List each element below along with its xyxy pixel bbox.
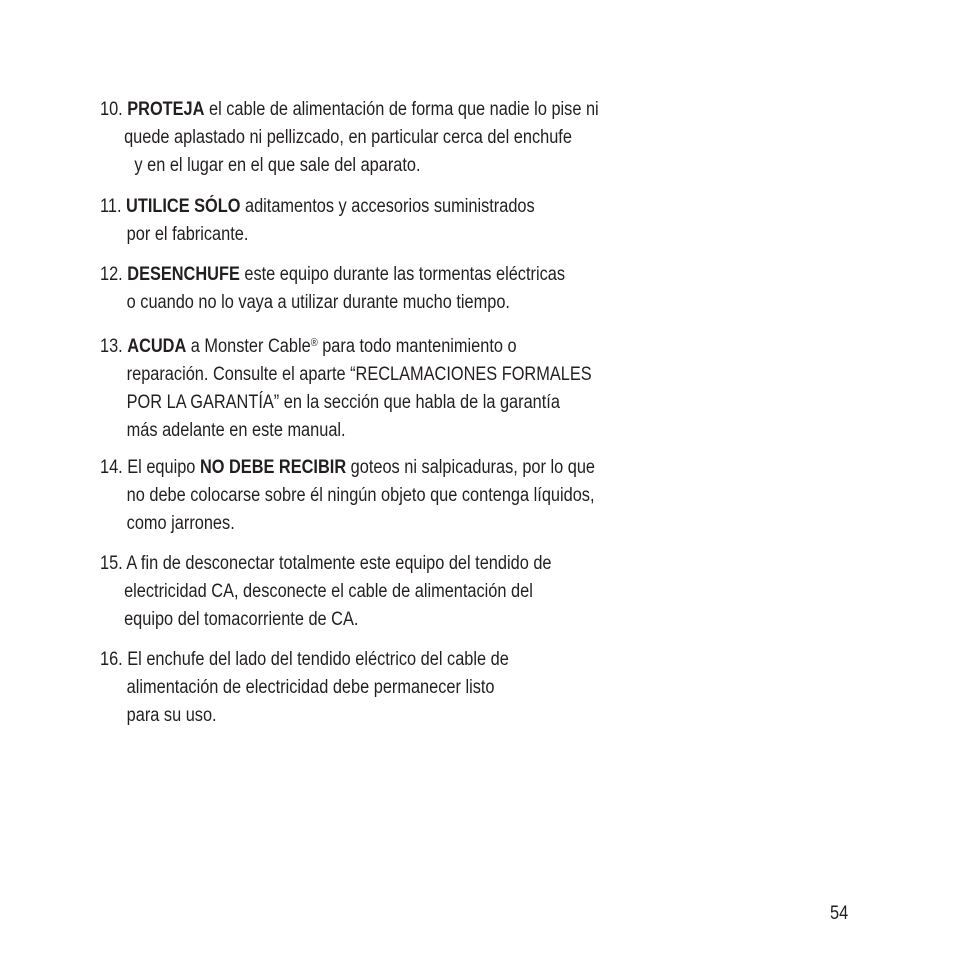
item-line <box>100 329 592 361</box>
list-item-14 <box>100 454 595 538</box>
item-line: alimentación de electricidad debe permanecer listo <box>126 677 495 698</box>
list-item-11 <box>100 193 535 249</box>
item-lead-text: DESENCHUFE <box>127 264 240 285</box>
item-text: el cable de alimentación de forma que nadie lo pise ni <box>204 99 599 120</box>
item-text: El equipo <box>122 457 200 478</box>
item-line: electricidad CA, desconecte el cable de alimentación del <box>124 581 533 602</box>
item-text: este equipo durante las tormentas eléctricas <box>239 264 566 285</box>
item-line: para su uso. <box>126 705 217 726</box>
item-number: 10. <box>100 99 123 120</box>
page-number: 54 <box>830 903 849 924</box>
item-line <box>100 96 599 124</box>
list-item-15 <box>100 550 552 634</box>
item-line: reparación. Consulte el aparte “RECLAMACIONES FORMALES <box>126 364 592 385</box>
item-text: para todo mantenimiento o <box>317 336 517 357</box>
item-line <box>100 193 535 221</box>
list-item-12 <box>100 261 565 317</box>
item-text: El enchufe del lado del tendido eléctrico del cable de <box>122 649 509 670</box>
item-text: aditamentos y accesorios suministrados <box>240 196 535 217</box>
item-line <box>100 646 509 674</box>
item-line: o cuando no lo vaya a utilizar durante mucho tiempo. <box>126 292 510 313</box>
item-line <box>100 261 565 289</box>
item-line: más adelante en este manual. <box>126 420 346 441</box>
item-line: POR LA GARANTÍA” en la sección que habla de la garantía <box>126 392 560 413</box>
item-line: no debe colocarse sobre él ningún objeto que contenga líquidos, <box>126 485 595 506</box>
item-number: 13. <box>100 336 123 357</box>
item-line <box>100 454 595 482</box>
item-lead-text: PROTEJA <box>127 99 205 120</box>
item-number: 14. <box>100 457 123 478</box>
item-text: goteos ni salpicaduras, por lo que <box>346 457 596 478</box>
list-item-16 <box>100 646 509 730</box>
item-line <box>100 550 552 578</box>
item-number: 11. <box>100 196 122 217</box>
list-item-10 <box>100 96 599 180</box>
item-number: 16. <box>100 649 123 670</box>
item-text: a Monster Cable <box>186 336 311 357</box>
item-lead-text: UTILICE SÓLO <box>126 196 241 217</box>
item-lead-text: NO DEBE RECIBIR <box>199 457 347 478</box>
item-line: equipo del tomacorriente de CA. <box>124 609 359 630</box>
item-line: por el fabricante. <box>126 224 249 245</box>
registered-mark: ® <box>310 337 318 349</box>
item-text: A fin de desconectar totalmente este equipo del tendido de <box>122 553 552 574</box>
item-line: y en el lugar en el que sale del aparato. <box>134 155 421 176</box>
item-line: como jarrones. <box>126 513 235 534</box>
item-line: quede aplastado ni pellizcado, en particular cerca del enchufe <box>124 127 572 148</box>
list-item-13 <box>100 329 592 445</box>
item-number: 12. <box>100 264 123 285</box>
item-lead-text: ACUDA <box>127 336 187 357</box>
item-number: 15. <box>100 553 123 574</box>
